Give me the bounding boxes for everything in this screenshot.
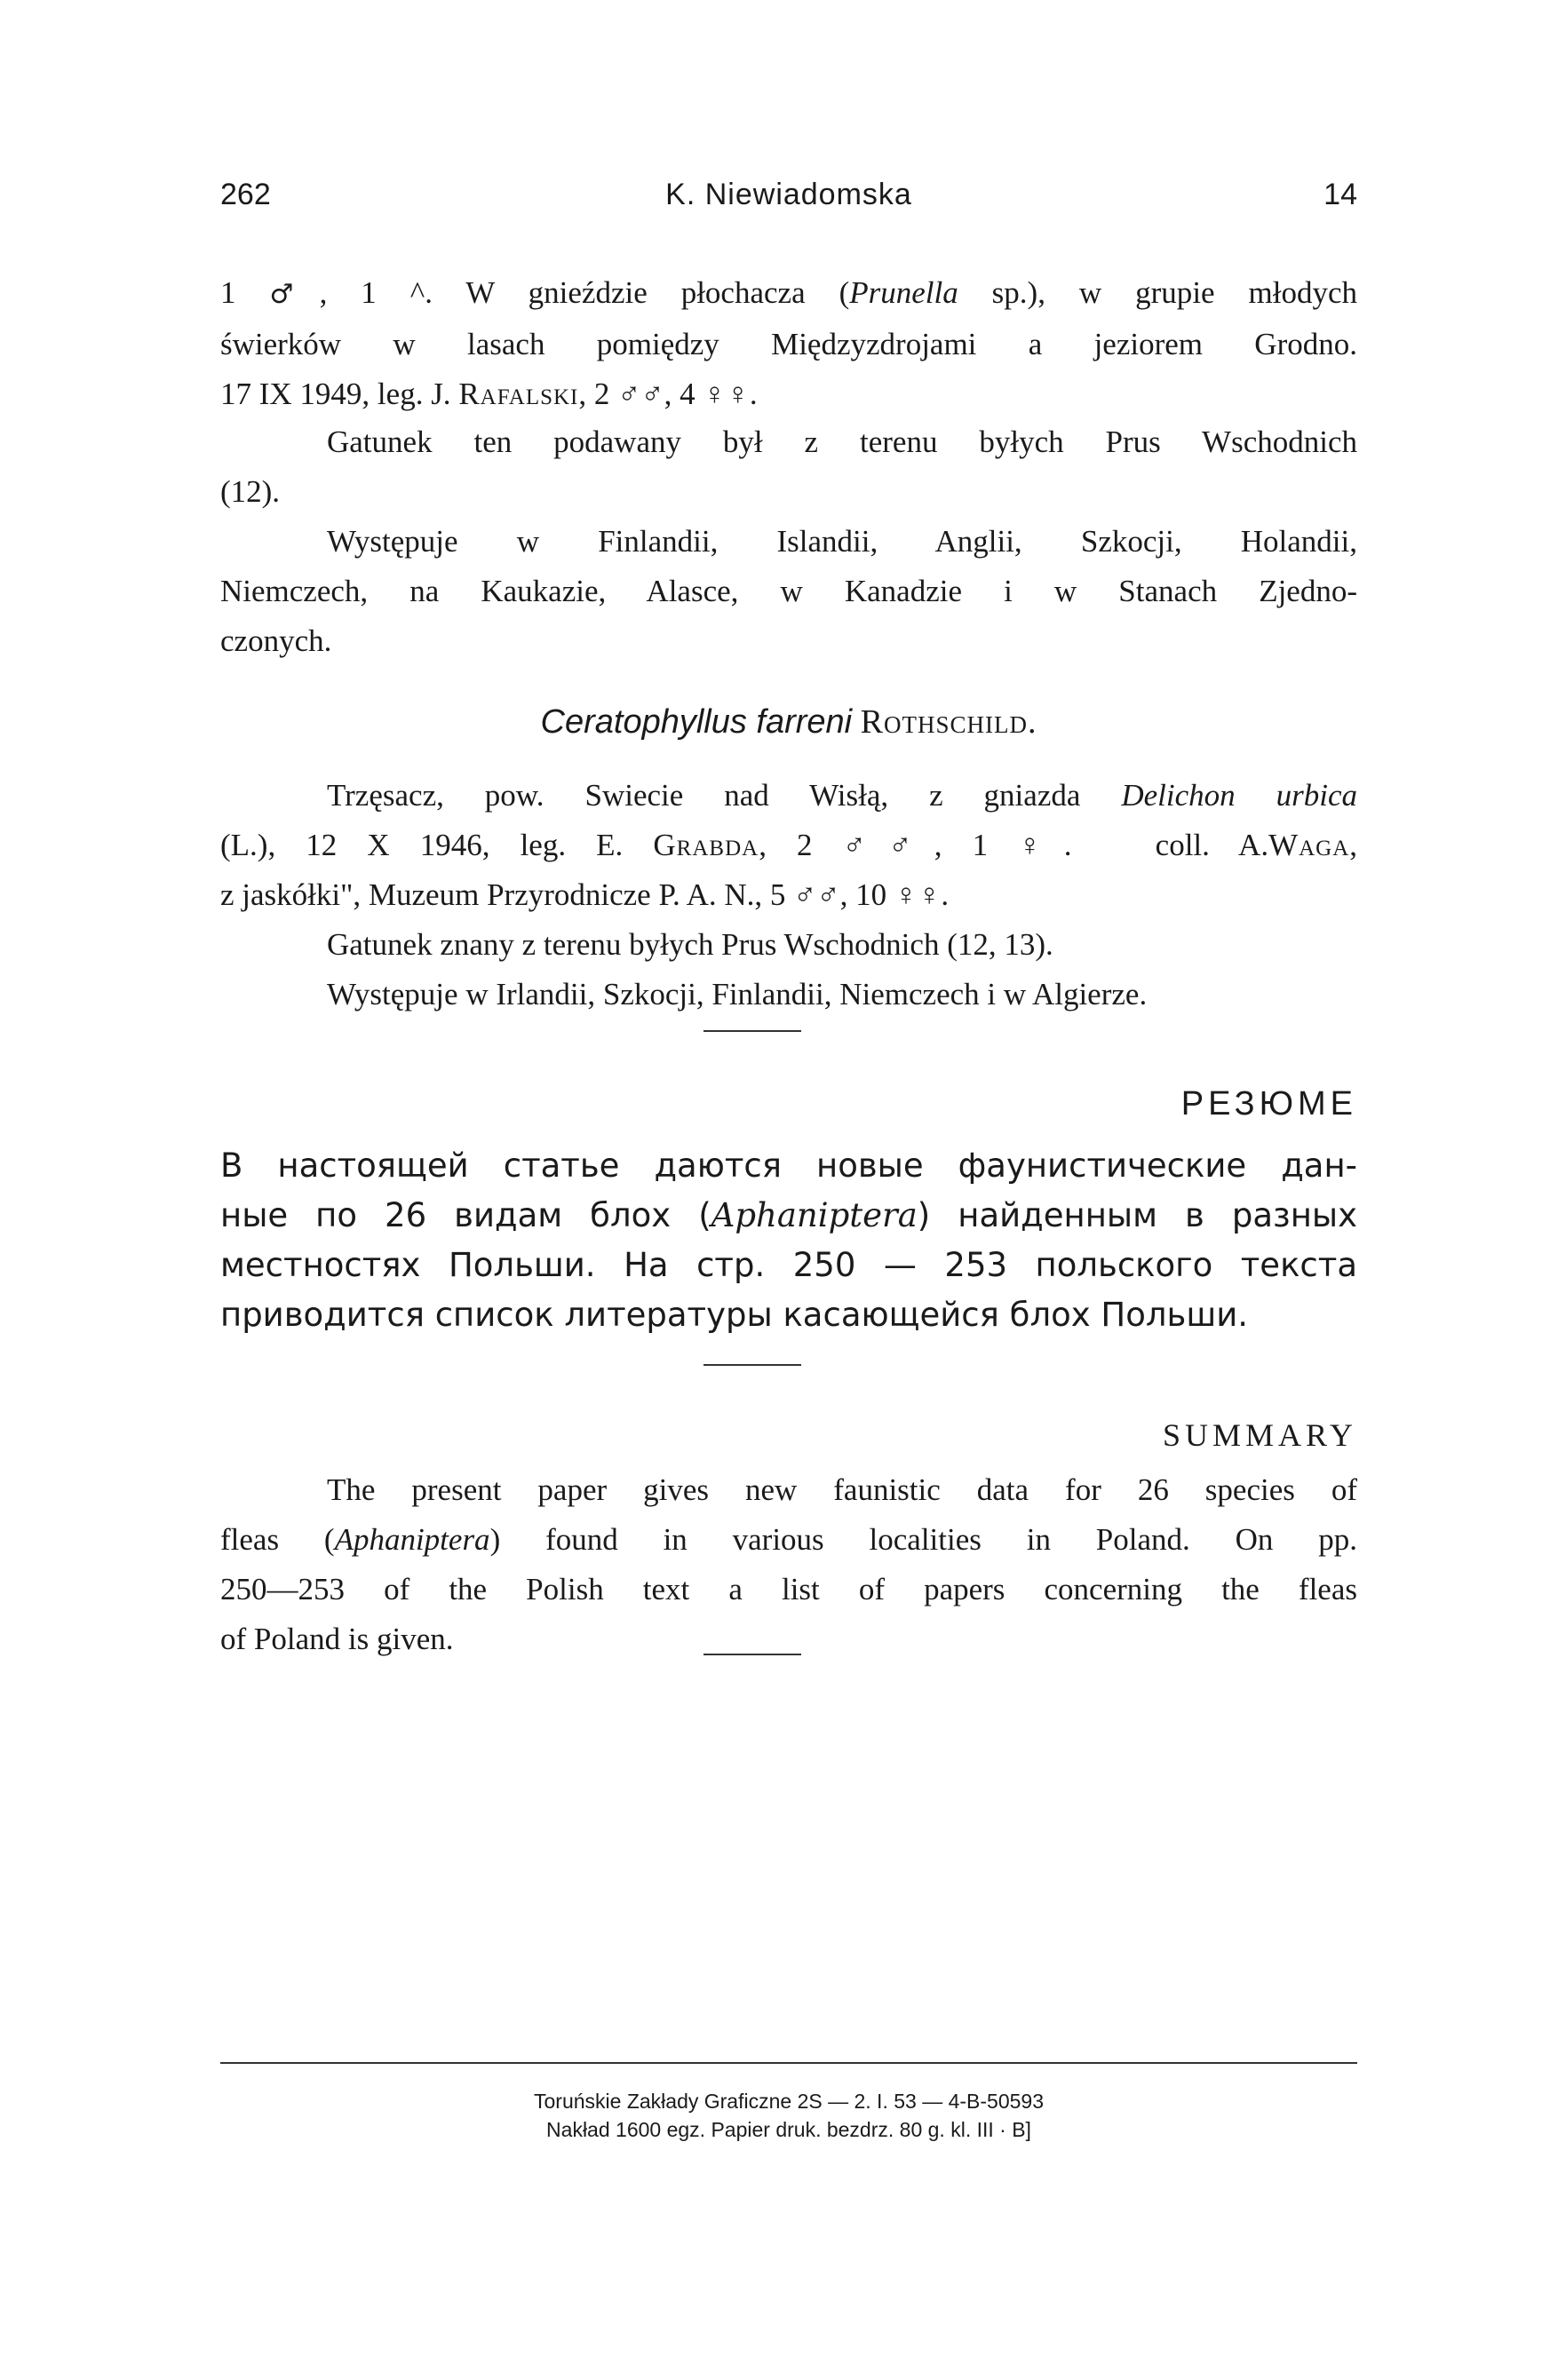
text-line: Gatunek ten podawany był z terenu byłych Prus Wschodnich: [327, 424, 1357, 459]
text-line: fleas (Aphaniptera) found in various localities in Poland. On pp.: [220, 1522, 1357, 1557]
text-line: czonych.: [220, 623, 332, 658]
summary-ru-text: [220, 1141, 1357, 1340]
text-line: Niemczech, na Kaukazie, Alasce, w Kanadzie i w Stanach Zjedno-: [220, 574, 1357, 608]
text-line: Występuje w Irlandii, Szkocji, Finlandii, Niemczech i w Algierze.: [327, 977, 1148, 1012]
collector-name: Grabda: [653, 828, 759, 862]
text-line: ные по 26 видам блох (Aphaniptera) найденным в разных: [220, 1196, 1357, 1234]
separator-rule: [703, 1030, 801, 1032]
text-line: z jaskółki", Muzeum Przyrodnicze P. A. N., 5 ♂♂, 10 ♀♀.: [220, 877, 950, 912]
text-line: 250—253 of the Polish text a list of papers concerning the fleas: [220, 1572, 1357, 1606]
record-paragraph-1: [220, 268, 1357, 419]
record-paragraph-2: [220, 771, 1357, 920]
text-line: Gatunek znany z terenu byłych Prus Wschodnich (12, 13).: [327, 927, 1053, 962]
running-header: [220, 178, 1357, 222]
text-line: Występuje w Finlandii, Islandii, Anglii, Szkocji, Holandii,: [327, 524, 1357, 559]
species-heading: [220, 697, 1357, 747]
text-line: (L.), 12 X 1946, leg. E. Grabda, 2 ♂♂, 1 ♀. coll. A.Waga,: [220, 828, 1358, 862]
taxon-name: Aphaniptera: [711, 1196, 918, 1234]
text-line: Trzęsacz, pow. Swiecie nad Wisłą, z gniazda Delichon urbica: [327, 778, 1357, 813]
note-paragraph-1: [220, 417, 1357, 517]
colophon-rule: [220, 2062, 1357, 2064]
note-paragraph-2: [220, 920, 1357, 1019]
text-line: местностях Польши. На стр. 250 — 253 польского текста: [220, 1246, 1357, 1284]
text-line: świerków w lasach pomiędzy Międzyzdrojami a jeziorem Grodno.: [220, 327, 1357, 361]
text-line: 17 IX 1949, leg. J. Rafalski, 2 ♂♂, 4 ♀♀.: [220, 377, 758, 411]
text-line: of Poland is given.: [220, 1622, 454, 1656]
text-line: (12).: [220, 474, 281, 509]
species-heading-authority: Rothschild.: [860, 703, 1037, 741]
summary-en-heading: SUMMARY: [1162, 1417, 1357, 1453]
running-author: K. Niewiadomska: [665, 178, 912, 211]
summary-en-text: [220, 1465, 1357, 1664]
text-line: приводится список литературы касающейся блох Польши.: [220, 1296, 1249, 1334]
collector-name: Waga: [1268, 828, 1350, 862]
taxon-name: Aphaniptera: [334, 1522, 490, 1557]
species-name: Prunella: [849, 275, 958, 310]
colophon-line: Nakład 1600 egz. Papier druk. bezdrz. 80 g. kl. III · B]: [546, 2118, 1031, 2141]
section-number: 14: [1323, 178, 1357, 211]
page-number: 262: [220, 178, 271, 211]
text-line: В настоящей статье даются новые фаунистические дан-: [220, 1146, 1357, 1185]
colophon: [220, 2087, 1357, 2144]
collector-name: Rafalski: [458, 377, 579, 411]
separator-rule: [703, 1654, 801, 1655]
host-name: Delichon urbica: [1121, 778, 1357, 813]
text-line: The present paper gives new faunistic data for 26 species of: [327, 1472, 1357, 1507]
colophon-line: Toruńskie Zakłady Graficzne 2S — 2. I. 53 — 4-B-50593: [534, 2090, 1044, 2113]
species-heading-name: Ceratophyllus farreni: [540, 703, 853, 741]
separator-rule: [703, 1364, 801, 1366]
distribution-paragraph-1: [220, 517, 1357, 666]
text-line: 1 ♂, 1 ^. W gnieździe płochacza (Prunella sp.), w grupie młodych: [220, 275, 1358, 310]
summary-ru-heading: РЕЗЮМЕ: [1180, 1085, 1357, 1123]
